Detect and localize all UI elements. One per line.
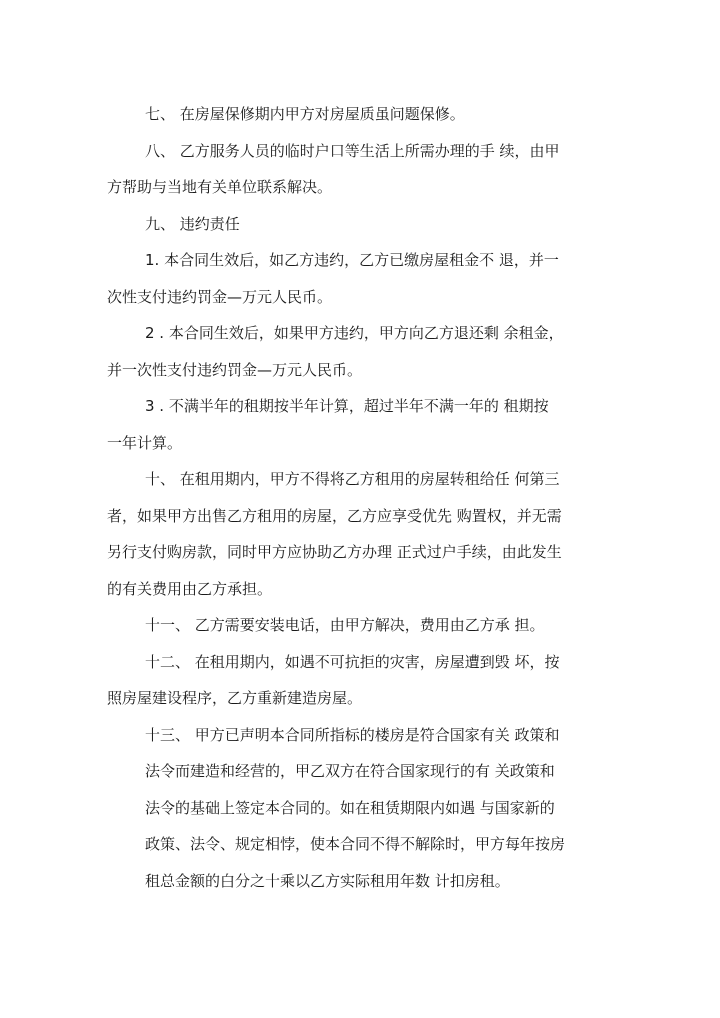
text-line: 3 . 不满半年的租期按半年计算，超过半年不满一年的 租期按 bbox=[145, 397, 549, 415]
contract-body bbox=[107, 96, 613, 899]
text-line: 法令而建造和经营的，甲乙双方在符合国家现行的有 关政策和 bbox=[145, 762, 555, 780]
text-line: 方帮助与当地有关单位联系解决。 bbox=[107, 178, 333, 196]
text-line: 十一、 乙方需要安装电话，由甲方解决，费用由乙方承 担。 bbox=[145, 616, 545, 634]
text-line: 次性支付违约罚金—万元人民币。 bbox=[107, 287, 333, 306]
paragraph-clause-10 bbox=[107, 461, 613, 607]
text-line: 一年计算。 bbox=[107, 433, 183, 452]
text-line: 2 . 本合同生效后，如果甲方违约，甲方向乙方退还剩 余租金， bbox=[145, 324, 564, 342]
paragraph-clause-12 bbox=[107, 644, 613, 717]
paragraph-clause-11 bbox=[107, 607, 613, 644]
text-line: 十三、 甲方已声明本合同所指标的楼房是符合国家有关 政策和 bbox=[145, 725, 560, 744]
text-line: 1. 本合同生效后，如乙方违约，乙方已缴房屋租金不 退，并一 bbox=[145, 251, 559, 269]
paragraph-clause-8 bbox=[107, 133, 613, 206]
text-line: 政策、法令、规定相悖，使本合同不得不解除时，甲方每年按房 bbox=[145, 835, 566, 853]
paragraph-clause-9-2 bbox=[107, 315, 613, 388]
text-line: 的有关费用由乙方承担。 bbox=[107, 579, 273, 598]
paragraph-clause-9-1 bbox=[107, 242, 613, 315]
text-line: 法令的基础上签定本合同的。如在租赁期限内如遇 与国家新的 bbox=[145, 798, 555, 817]
text-line: 十、 在租用期内，甲方不得将乙方租用的房屋转租给任 何第三 bbox=[145, 470, 560, 488]
text-line: 九、 违约责任 bbox=[145, 214, 240, 233]
text-line: 另行支付购房款，同时甲方应协助乙方办理 正式过户手续，由此发生 bbox=[107, 543, 562, 561]
text-line: 十二、 在租用期内，如遇不可抗拒的灾害，房屋遭到毁 坏，按 bbox=[145, 652, 560, 671]
text-line: 并一次性支付违约罚金—万元人民币。 bbox=[107, 360, 363, 379]
paragraph-clause-7 bbox=[107, 96, 613, 133]
paragraph-clause-13 bbox=[107, 717, 613, 900]
paragraph-clause-9-heading bbox=[107, 206, 613, 243]
text-line: 租总金额的白分之十乘以乙方实际租用年数 计扣房租。 bbox=[145, 871, 510, 890]
text-line: 七、 在房屋保修期内甲方对房屋质虽问题保修。 bbox=[145, 105, 465, 123]
text-line: 者，如果甲方出售乙方租用的房屋，乙方应享受优先 购置权，并无需 bbox=[107, 506, 562, 525]
text-line: 八、 乙方服务人员的临时户口等生活上所需办理的手 续，由甲 bbox=[145, 141, 560, 160]
text-line: 照房屋建设程序，乙方重新建造房屋。 bbox=[107, 689, 363, 707]
paragraph-clause-9-3 bbox=[107, 388, 613, 461]
